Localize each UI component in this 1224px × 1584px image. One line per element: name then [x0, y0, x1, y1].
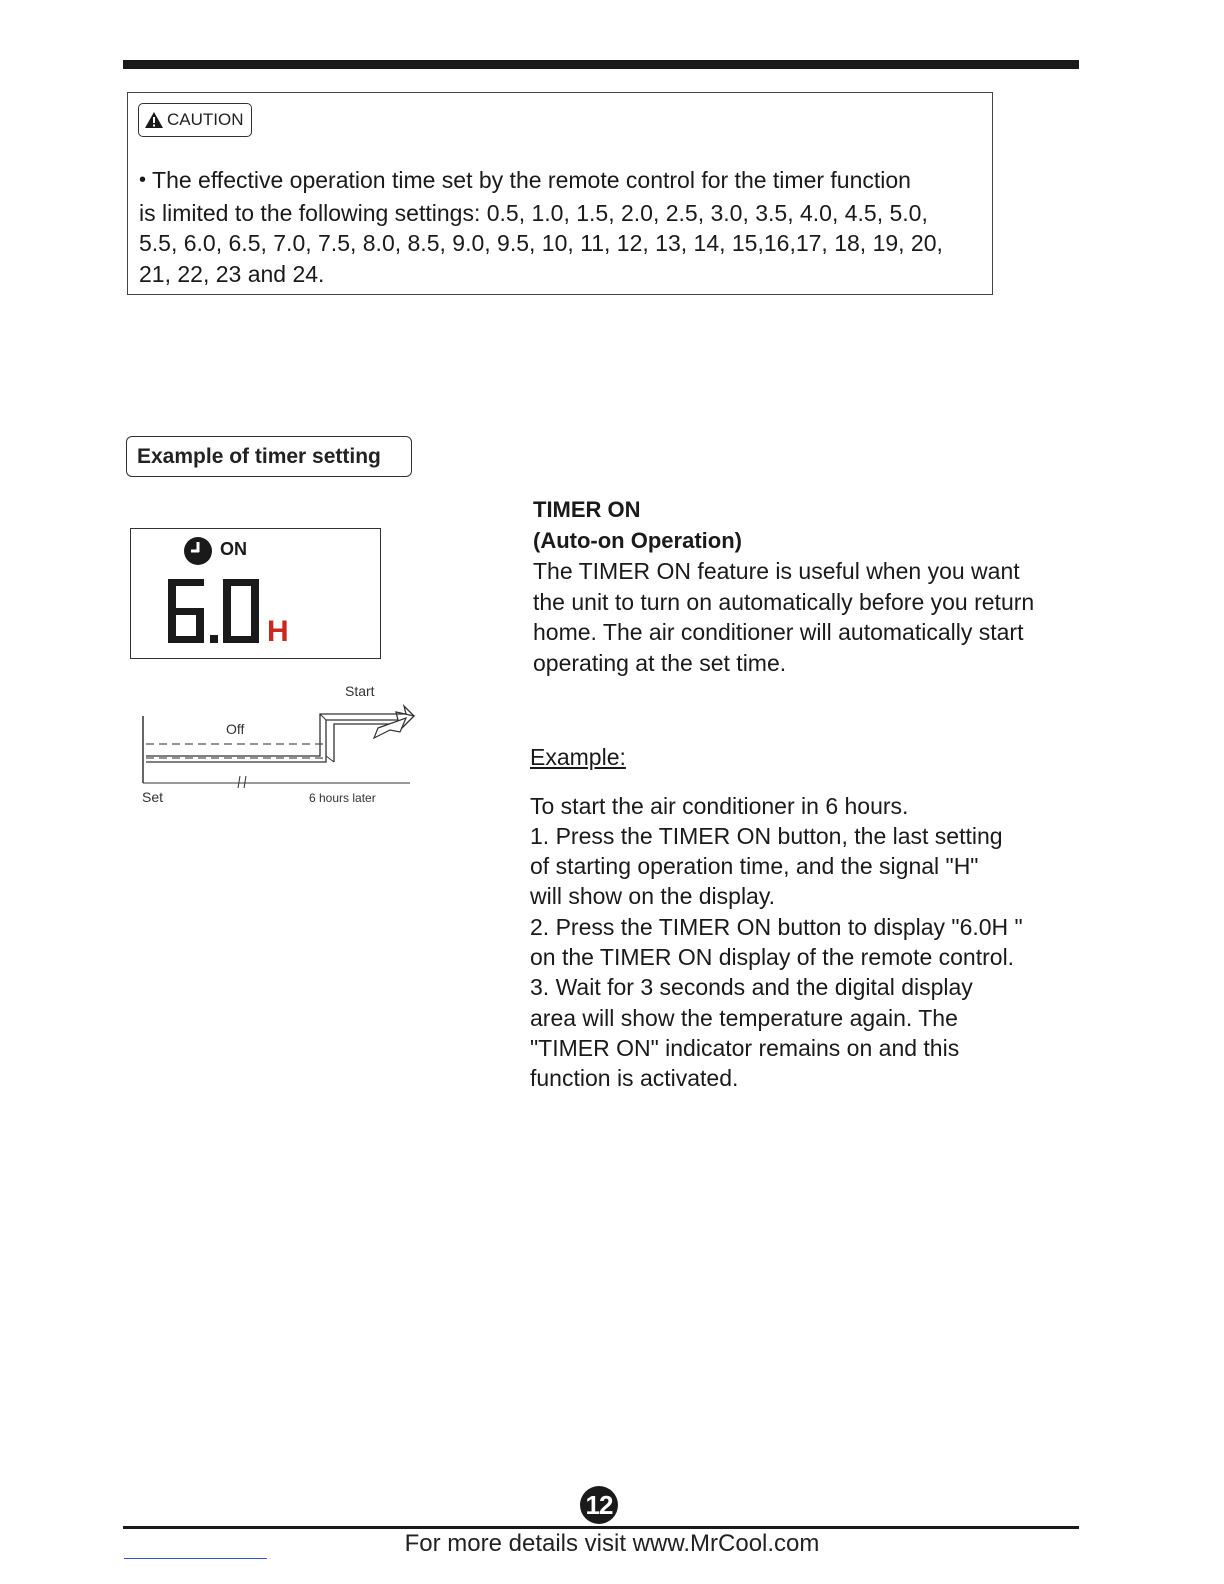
example-line: To start the air conditioner in 6 hours.: [530, 792, 909, 819]
timeline-later-label: 6 hours later: [309, 791, 376, 805]
example-heading: Example:: [530, 744, 626, 770]
timeline-start-label: Start: [345, 683, 375, 699]
timeline-set-label: Set: [142, 789, 164, 805]
desc-line: home. The air conditioner will automatically start: [533, 619, 1024, 645]
timeline-diagram: [138, 680, 418, 810]
caution-line: 5.5, 6.0, 6.5, 7.0, 7.5, 8.0, 8.5, 9.0, 9.5, 10, 11, 12, 13, 14, 15,16,17, 18, 19, 20,: [139, 230, 943, 256]
timer-on-title: TIMER ON: [533, 497, 641, 522]
caution-badge: [138, 103, 252, 137]
caution-label: CAUTION: [167, 110, 244, 129]
desc-line: operating at the set time.: [533, 649, 787, 676]
timeline-graph: [138, 680, 418, 790]
example-steps: [530, 791, 1090, 1094]
lcd-display: [130, 528, 381, 659]
example-line: on the TIMER ON display of the remote control.: [530, 943, 1015, 970]
example-line: area will show the temperature again. The: [530, 1004, 958, 1031]
bullet: •: [139, 169, 147, 191]
clock-icon: [183, 536, 213, 566]
footer-link-underline: [124, 1558, 267, 1559]
timer-on-subtitle: (Auto-on Operation): [533, 528, 742, 553]
top-rule: [123, 60, 1079, 69]
example-line: function is activated.: [530, 1065, 739, 1092]
lcd-unit: H: [267, 615, 289, 647]
timeline-off-label: Off: [226, 721, 245, 737]
example-section: [530, 742, 1090, 1093]
example-line: 3. Wait for 3 seconds and the digital display: [530, 974, 973, 1001]
example-line: will show on the display.: [530, 883, 776, 910]
example-line: 1. Press the TIMER ON button, the last setting: [530, 822, 1003, 849]
desc-line: the unit to turn on automatically before you return: [533, 588, 1035, 615]
example-line: of starting operation time, and the signal "H": [530, 853, 979, 880]
bottom-rule: [123, 1526, 1079, 1529]
caution-text: [139, 165, 979, 289]
example-line: "TIMER ON" indicator remains on and this: [530, 1034, 960, 1061]
timer-on-description: [533, 556, 1093, 678]
desc-line: The TIMER ON feature is useful when you want: [533, 558, 1020, 584]
caution-line: • The effective operation time set by the remote control for the timer function: [139, 167, 911, 193]
page-number: 12: [580, 1486, 618, 1524]
example-badge: Example of timer setting: [126, 436, 412, 477]
caution-line: is limited to the following settings: 0.5, 1.0, 1.5, 2.0, 2.5, 3.0, 3.5, 4.0, 4.5, 5.0,: [139, 199, 928, 226]
lcd-digits: [165, 577, 295, 647]
footer-text: For more details visit www.MrCool.com: [404, 1530, 820, 1557]
lcd-on-label: ON: [220, 539, 247, 559]
example-line: 2. Press the TIMER ON button to display "6.0H ": [530, 913, 1023, 940]
warning-triangle-icon: [144, 111, 164, 129]
caution-line: 21, 22, 23 and 24.: [139, 260, 325, 287]
caution-box: [127, 92, 993, 295]
timer-on-section: [533, 494, 1093, 678]
